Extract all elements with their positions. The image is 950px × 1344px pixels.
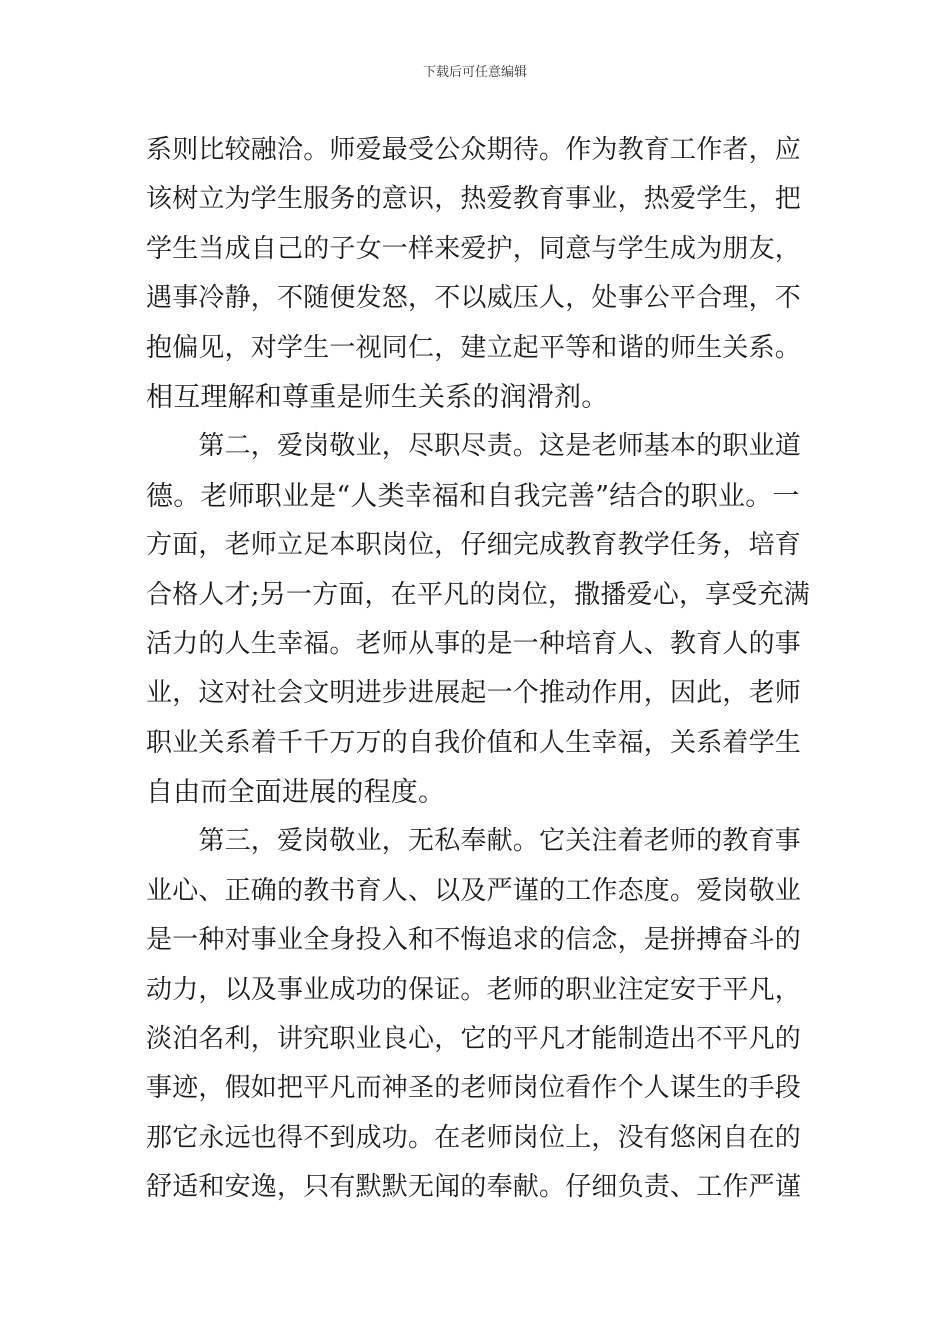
text-line: 该树立为学生服务的意识，热爱教育事业，热爱学生，把 — [146, 184, 802, 215]
text-line: 那它永远也得不到成功。在老师岗位上，没有悠闲自在的 — [146, 1122, 802, 1153]
text-line: 抱偏见，对学生一视同仁，建立起平等和谐的师生关系。 — [146, 332, 802, 363]
text-line: 动力，以及事业成功的保证。老师的职业注定安于平凡， — [146, 974, 802, 1005]
text-line: 业，这对社会文明进步进展起一个推动作用，因此，老师 — [146, 678, 802, 709]
text-line: 事迹，假如把平凡而神圣的老师岗位看作个人谋生的手段 — [146, 1073, 802, 1104]
text-line: 第二，爱岗敬业，尽职尽责。这是老师基本的职业道 — [146, 431, 802, 462]
text-line: 舒适和安逸，只有默默无闻的奉献。仔细负责、工作严谨 — [146, 1172, 802, 1203]
text-line: 德。老师职业是“人类幸福和自我完善”结合的职业。一 — [146, 480, 800, 512]
text-line: 方面，老师立足本职岗位，仔细完成教育教学任务，培育 — [146, 530, 802, 561]
text-line: 职业关系着千千万万的自我价值和人生幸福，关系着学生 — [146, 727, 802, 758]
text-line: 业心、正确的教书育人、以及严谨的工作态度。爱岗敬业 — [146, 875, 802, 906]
text-line: 学生当成自己的子女一样来爱护，同意与学生成为朋友， — [146, 233, 802, 264]
document-body — [146, 126, 811, 1213]
text-line: 自由而全面进展的程度。 — [146, 777, 446, 809]
text-line: 活力的人生幸福。老师从事的是一种培育人、教育人的事 — [146, 628, 802, 659]
text-line: 相互理解和尊重是师生关系的润滑剂。 — [146, 381, 609, 413]
text-line: 遇事冷静，不随便发怒，不以威压人，处事公平合理，不 — [146, 283, 802, 314]
text-line: 是一种对事业全身投入和不悔追求的信念，是拼搏奋斗的 — [146, 925, 802, 956]
page-header-note: 下载后可任意编辑 — [422, 65, 527, 80]
text-line: 合格人才;另一方面，在平凡的岗位，撒播爱心，享受充满 — [146, 579, 810, 610]
text-line: 系则比较融洽。师爱最受公众期待。作为教育工作者，应 — [146, 135, 802, 165]
text-line: 淡泊名利，讲究职业良心，它的平凡才能制造出不平凡的 — [146, 1024, 802, 1055]
text-line: 第三，爱岗敬业，无私奉献。它关注着老师的教育事 — [146, 826, 802, 857]
